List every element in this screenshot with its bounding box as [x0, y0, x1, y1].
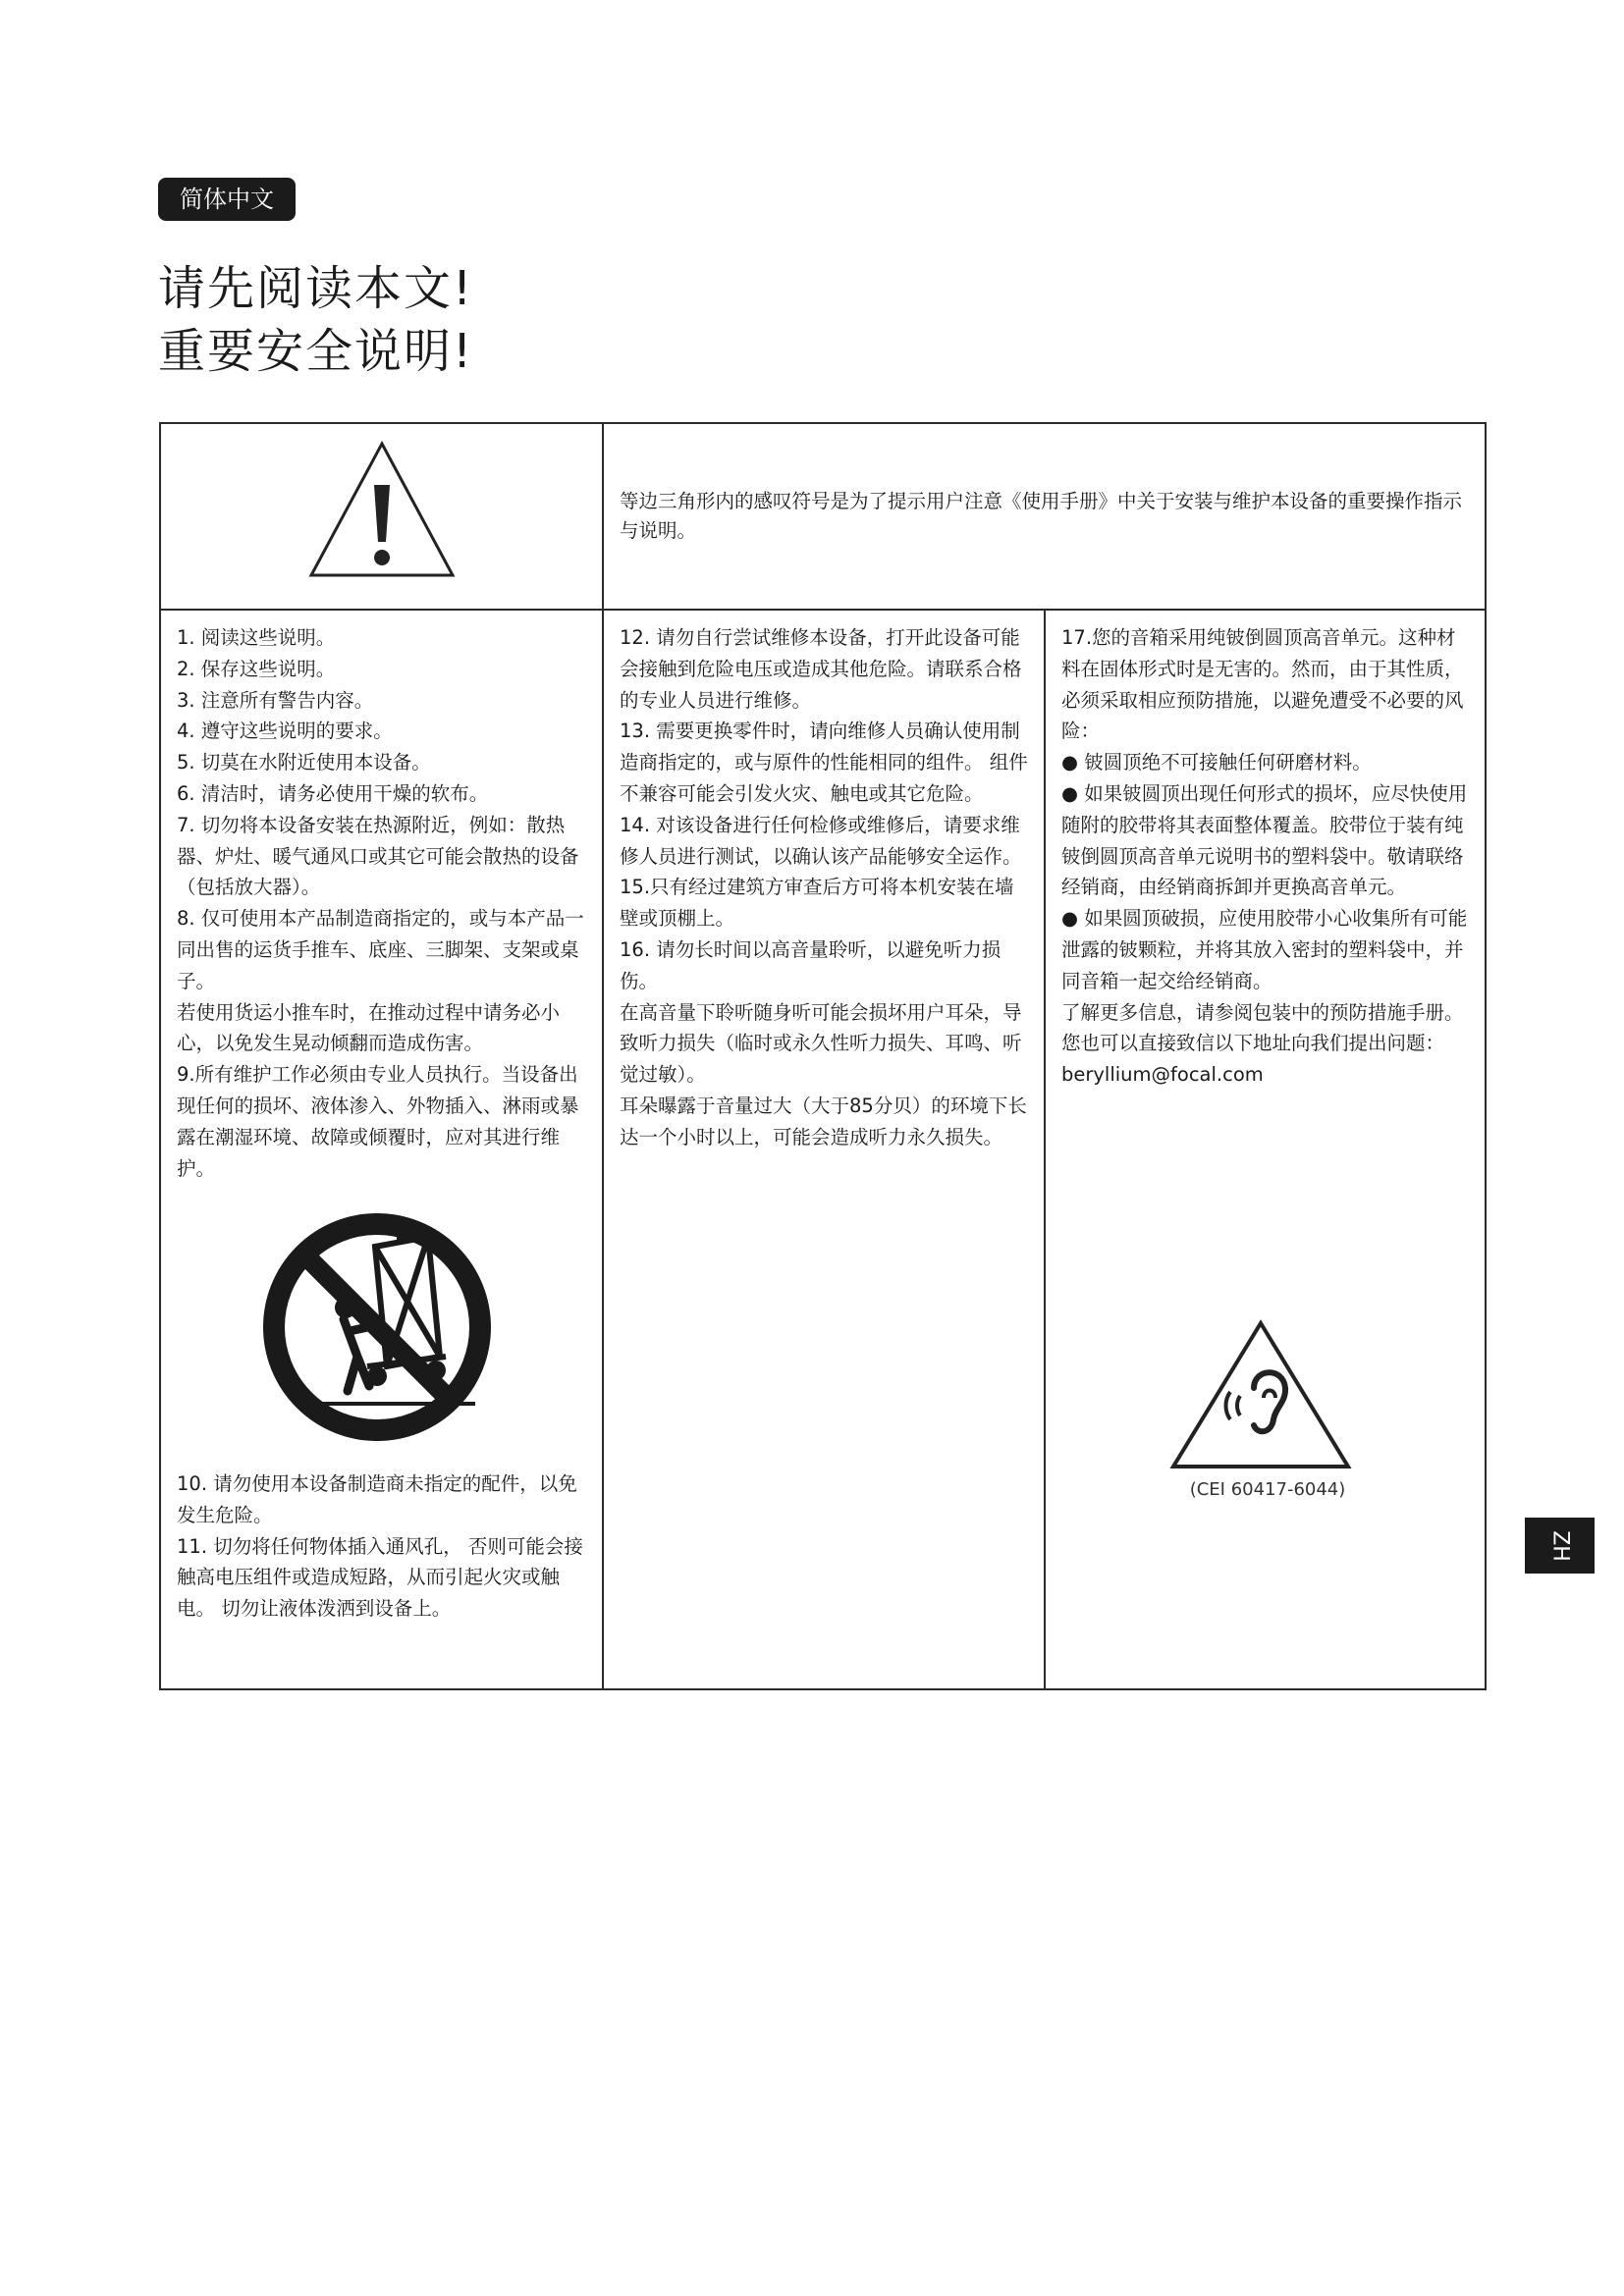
safety-table: [159, 422, 1487, 1690]
list-item: ● 如果铍圆顶出现任何形式的损坏，应尽快使用随附的胶带将其表面整体覆盖。胶带位于装有纯铍倒圆顶高音单元说明书的塑料袋中。敬请联络经销商，由经销商拆卸并更换高音单元。: [1061, 781, 1468, 899]
column-divider-2: [1044, 609, 1046, 1688]
email-address: beryllium@focal.com: [1061, 1063, 1264, 1087]
column-3: [1061, 622, 1474, 1091]
warning-cell: [161, 424, 602, 609]
list-item: 8. 仅可使用本产品制造商指定的，或与本产品一同出售的运货手推车、底座、三脚架、支架或桌子。: [177, 907, 584, 992]
list-item: 6. 清洁时，请务必使用干燥的软布。: [177, 781, 489, 805]
language-badge: 简体中文: [158, 178, 296, 221]
column-1: [177, 622, 589, 1184]
list-item: 13. 需要更换零件时，请向维修人员确认使用制造商指定的，或与原件的性能相同的组件。 组件不兼容可能会引发火灾、触电或其它危险。: [620, 720, 1028, 805]
title-line-2: 重要安全说明!: [158, 324, 474, 379]
column-2: [620, 622, 1030, 1153]
list-item: 在高音量下聆听随身听可能会损坏用户耳朵，导致听力损失（临时或永久性听力损失、耳鸣、听觉过敏）。: [620, 1000, 1022, 1087]
list-item: 2. 保存这些说明。: [177, 657, 336, 680]
hearing-warning-icon: [1167, 1317, 1354, 1474]
list-item: ● 铍圆顶绝不可接触任何研磨材料。: [1061, 751, 1372, 774]
list-item: 1. 阅读这些说明。: [177, 626, 336, 649]
list-item: 了解更多信息，请参阅包装中的预防措施手册。: [1061, 1000, 1464, 1024]
language-side-tab: [1525, 1518, 1595, 1574]
ear-symbol-caption: (CEI 60417-6044): [1189, 1479, 1346, 1500]
list-item: 5. 切莫在水附近使用本设备。: [177, 751, 431, 774]
list-item: 12. 请勿自行尝试维修本设备，打开此设备可能会接触到危险电压或造成其他危险。请联系合格的专业人员进行维修。: [620, 626, 1022, 712]
column-1-bottom: [177, 1468, 589, 1625]
no-cart-tipping-icon: [259, 1209, 495, 1445]
page-title: [158, 257, 473, 383]
list-item: 14. 对该设备进行任何检修或维修后，请要求维修人员进行测试，以确认该产品能够安全运作。: [620, 813, 1022, 868]
list-item: 4. 遵守这些说明的要求。: [177, 720, 393, 743]
row-divider: [161, 609, 1485, 611]
list-item: 您也可以直接致信以下地址向我们提出问题：: [1061, 1032, 1445, 1055]
list-item: 15.只有经过建筑方审查后方可将本机安装在墙壁或顶棚上。: [620, 876, 1014, 931]
warning-triangle-icon: [303, 436, 460, 583]
column-divider-1: [602, 424, 604, 1688]
list-item: 11. 切勿将任何物体插入通风孔， 否则可能会接触高电压组件或造成短路，从而引起火灾或触电。 切勿让液体泼洒到设备上。: [177, 1534, 583, 1621]
list-item: 7. 切勿将本设备安装在热源附近，例如：散热器、炉灶、暖气通风口或其它可能会散热的设备（包括放大器）。: [177, 813, 579, 899]
list-item: 3. 注意所有警告内容。: [177, 688, 374, 712]
list-item: ● 如果圆顶破损，应使用胶带小心收集所有可能泄露的铍颗粒，并将其放入密封的塑料袋中，并同音箱一起交给经销商。: [1061, 907, 1468, 992]
title-line-1: 请先阅读本文!: [158, 261, 474, 316]
list-item: 10. 请勿使用本设备制造商未指定的配件，以免发生危险。: [177, 1472, 577, 1526]
list-item: 耳朵曝露于音量过大（大于85分贝）的环境下长达一个小时以上，可能会造成听力永久损失。: [620, 1094, 1027, 1148]
intro-text: 等边三角形内的感叹符号是为了提示用户注意《使用手册》中关于安装与维护本设备的重要操作指示与说明。: [620, 490, 1463, 542]
list-item: 16. 请勿长时间以高音量聆听，以避免听力损伤。: [620, 937, 1001, 992]
list-item: 17.您的音箱采用纯铍倒圆顶高音单元。这种材料在固体形式时是无害的。然而，由于其性质，必须采取相应预防措施，以避免遭受不必要的风险：: [1061, 626, 1464, 743]
list-item: 若使用货运小推车时，在推动过程中请务必小心，以免发生晃动倾翻而造成伤害。: [177, 1000, 561, 1055]
list-item: 9.所有维护工作必须由专业人员执行。当设备出现任何的损坏、液体渗入、外物插入、淋雨或暴露在潮湿环境、故障或倾覆时，应对其进行维护。: [177, 1063, 579, 1180]
side-tab-label: ZH: [1547, 1529, 1572, 1562]
